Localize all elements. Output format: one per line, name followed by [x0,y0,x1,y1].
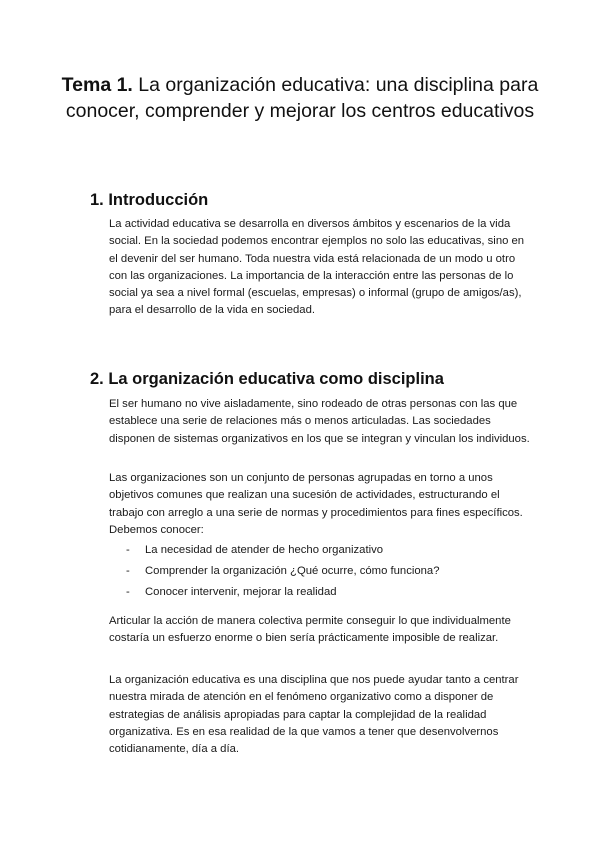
section-heading-introduccion: 1. Introducción [90,191,209,209]
list-item [109,563,534,584]
paragraph: El ser humano no vive aisladamente, sino rodeado de otras personas con las que establece una serie de relaciones más o menos articuladas. Las sociedades disponen de sistemas organizativos en los que se integran y vinculan los individuos. [109,398,530,445]
document-title [60,72,540,124]
bullet-list [109,542,534,605]
bullet-marker: - [126,586,130,598]
bullet-marker: - [126,544,130,556]
list-item [109,584,534,605]
list-item-text: La necesidad de atender de hecho organizativo [145,544,384,556]
list-item-text: Comprender la organización ¿Qué ocurre, cómo funciona? [145,565,440,577]
paragraph: La organización educativa es una disciplina que nos puede ayudar tanto a centrar nuestra mirada de atención en el fenómeno organizativo como a disponer de estrategias de análisis apropiadas para captar la complejidad de la realidad organizativa. Es en esa realidad de la que vamos a tener que desenvolvernos cotidianamente, día a día. [109,674,519,756]
paragraph: La actividad educativa se desarrolla en diversos ámbitos y escenarios de la vida social. En la sociedad podemos encontrar ejemplos no solo las educativas, sino en el devenir del ser humano. Toda nuestra vida está relacionada de un modo u otro con las organizaciones. La importancia de la interacción entre las personas de lo social ya sea a nivel formal (escuelas, empresas) o informal (grupo de amigos/as), para el desarrollo de la vida en sociedad. [109,218,525,317]
section-heading-organizacion: 2. La organización educativa como disciplina [90,370,444,388]
title-number: Tema 1. [61,74,133,96]
paragraph: Articular la acción de manera colectiva permite conseguir lo que individualmente costaría un esfuerzo enorme o bien sería prácticamente imposible de realizar. [109,615,511,645]
title-text: La organización educativa: una disciplina para conocer, comprender y mejorar los centros educativos [65,74,539,122]
list-item-text: Conocer intervenir, mejorar la realidad [145,586,337,598]
bullet-marker: - [126,565,130,577]
list-item [109,542,534,563]
paragraph: Las organizaciones son un conjunto de personas agrupadas en torno a unos objetivos comunes que realizan una sucesión de actividades, estructurando el trabajo con arreglo a una serie de normas y procedimientos para fines específicos. Debemos conocer: [109,472,523,536]
